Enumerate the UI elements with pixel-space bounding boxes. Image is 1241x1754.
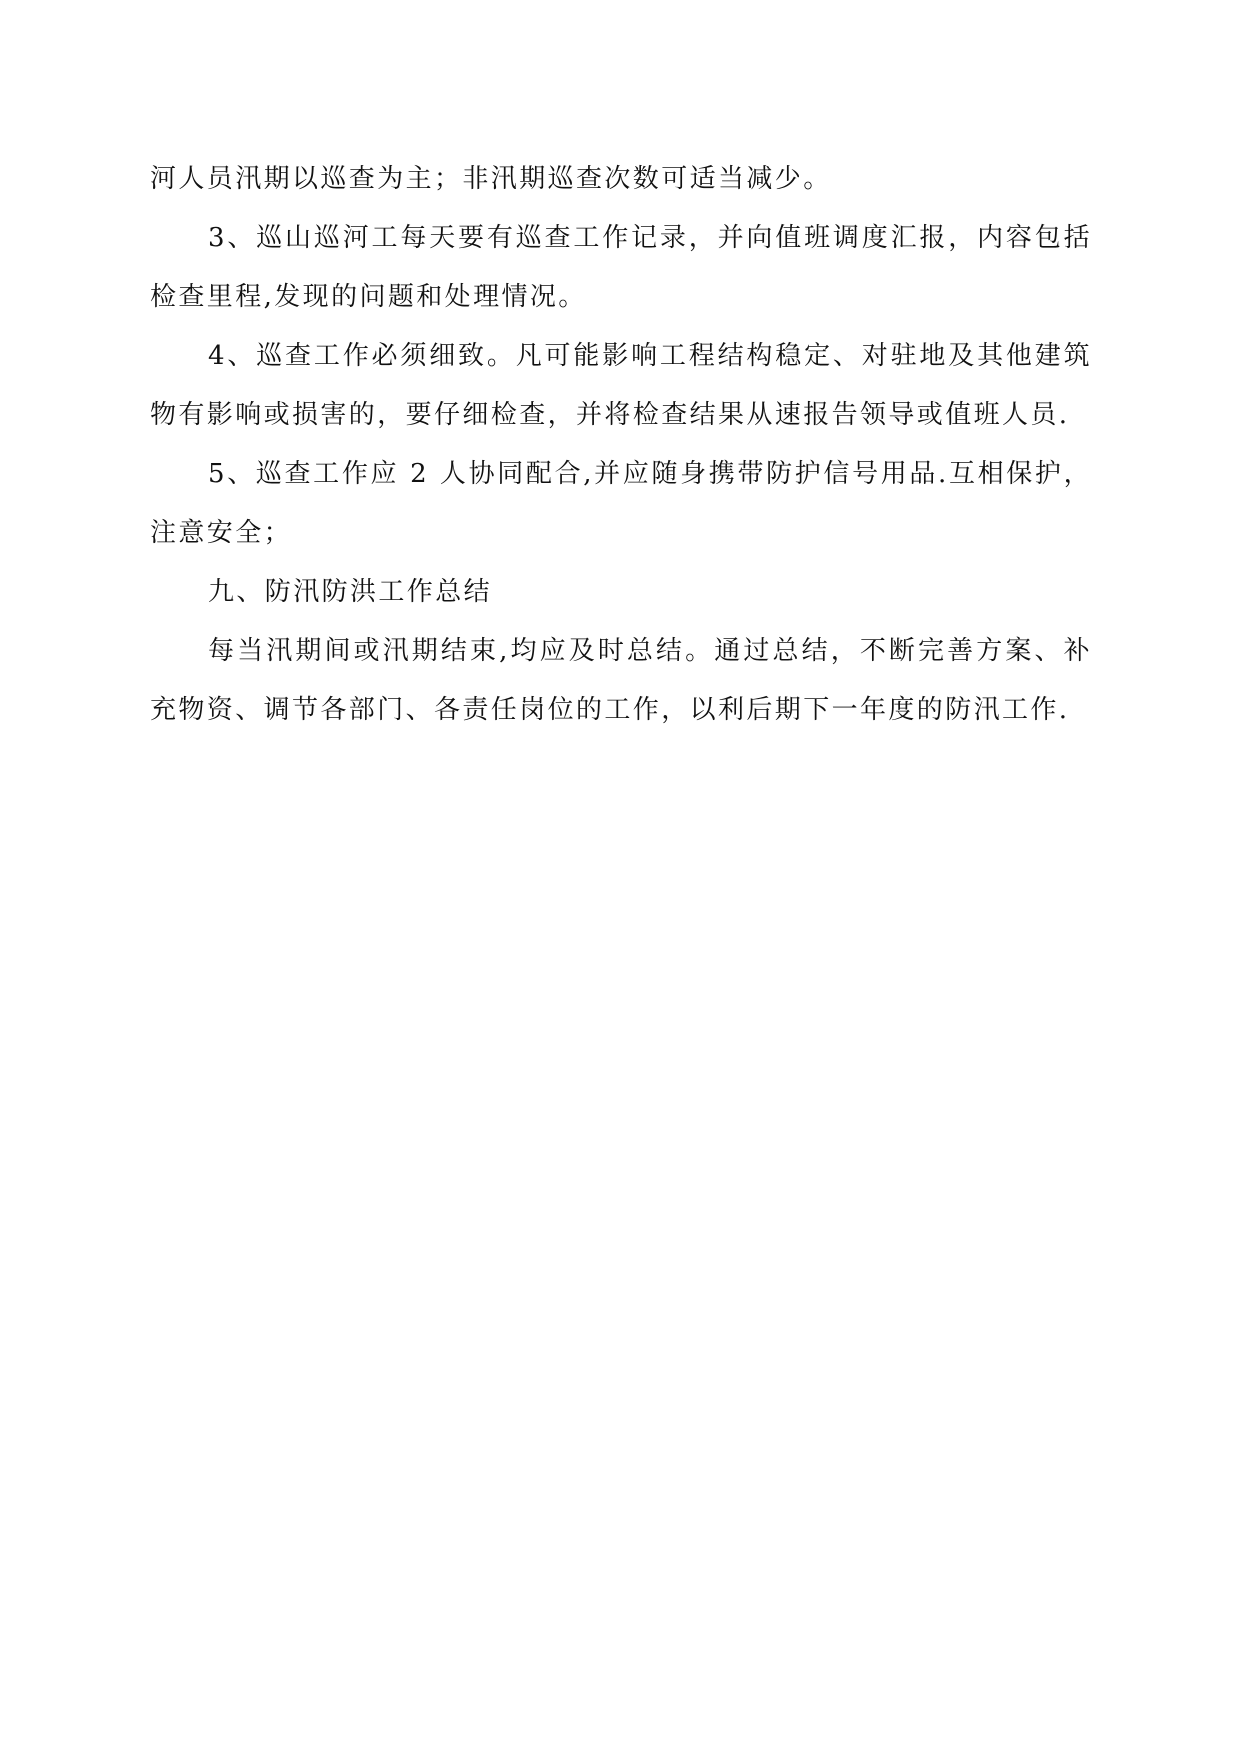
paragraph-summary: 每当汛期间或汛期结束,均应及时总结。通过总结，不断完善方案、补充物资、调节各部门、各责任岗位的工作，以利后期下一年度的防汛工作. — [150, 636, 1092, 725]
paragraph-item-4-careful-inspection: 4、巡查工作必须细致。凡可能影响工程结构稳定、对驻地及其他建筑物有影响或损害的，要仔细检查，并将检查结果从速报告领导或值班人员. — [150, 341, 1092, 430]
paragraph-item-3-patrol-records: 3、巡山巡河工每天要有巡查工作记录，并向值班调度汇报，内容包括检查里程,发现的问题和处理情况。 — [150, 223, 1092, 312]
paragraph-item-5-two-person-patrol: 5、巡查工作应 2 人协同配合,并应随身携带防护信号用品.互相保护，注意安全； — [150, 459, 1092, 548]
paragraph-continuation: 河人员汛期以巡查为主；非汛期巡查次数可适当减少。 — [150, 164, 832, 194]
section-heading-summary: 九、防汛防洪工作总结 — [208, 577, 493, 607]
document-body — [150, 150, 1092, 740]
